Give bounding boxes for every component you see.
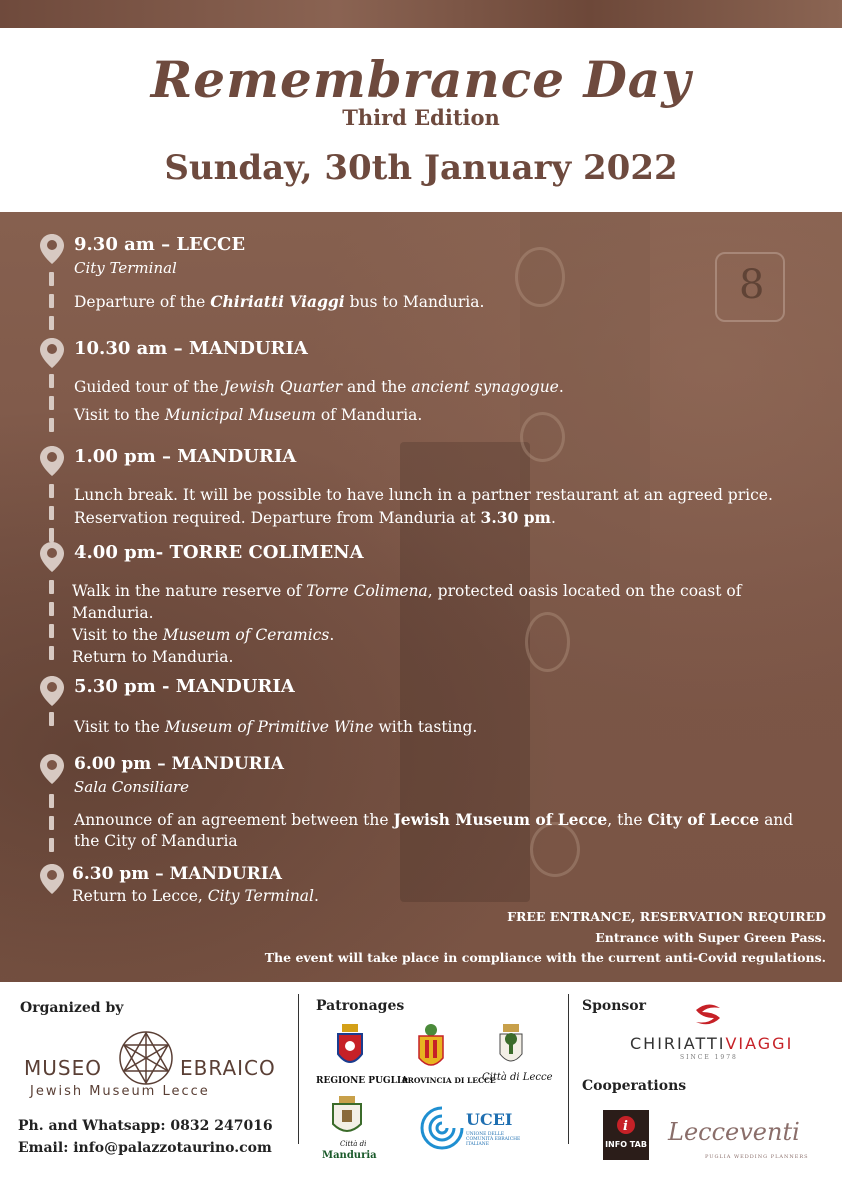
notice-green-pass: Entrance with Super Green Pass. <box>595 930 826 945</box>
header <box>0 28 842 212</box>
patron-ucei: UCEI <box>466 1110 513 1129</box>
timeline-dash <box>49 712 54 726</box>
museum-logo-right: EBRAICO <box>180 1056 276 1080</box>
contact-phone: Ph. and Whatsapp: 0832 247016 <box>18 1118 273 1134</box>
timeline-dash <box>49 506 54 520</box>
svg-text:i: i <box>623 1119 628 1134</box>
patron-regione-puglia: REGIONE PUGLIA <box>316 1076 409 1086</box>
sponsor-since: SINCE 1978 <box>680 1054 738 1061</box>
patron-citta-di: Città di <box>340 1140 367 1148</box>
event-description: Return to Lecce, City Terminal. <box>72 887 319 905</box>
event-time: 10.30 am – MANDURIA <box>74 338 308 359</box>
event-description: Guided tour of the Jewish Quarter and the ancient synagogue. <box>74 378 564 396</box>
timeline-dash <box>49 580 54 594</box>
event-time: 5.30 pm - MANDURIA <box>74 676 295 697</box>
event-time: 4.00 pm- TORRE COLIMENA <box>74 542 364 563</box>
event-time: 1.00 pm – MANDURIA <box>74 446 297 467</box>
timeline-dash <box>49 272 54 286</box>
event-description: the City of Manduria <box>74 832 238 850</box>
top-decorative-strip <box>0 0 842 28</box>
stone-rosette <box>525 612 570 672</box>
info-icon <box>616 1114 636 1136</box>
notice-free-entrance: FREE ENTRANCE, RESERVATION REQUIRED <box>507 909 826 924</box>
timeline-dash <box>49 646 54 660</box>
event-description: Reservation required. Departure from Manduria at 3.30 pm. <box>74 508 556 527</box>
footer-divider <box>568 994 569 1144</box>
event-description: Walk in the nature reserve of Torre Colimena, protected oasis located on the coast of <box>72 582 742 600</box>
page-title: Remembrance Day <box>150 50 692 109</box>
event-location: Sala Consiliare <box>74 778 189 796</box>
citta-manduria-crest-icon <box>330 1096 364 1138</box>
cooperation-lecceventi-subtitle: PUGLIA WEDDING PLANNERS <box>705 1154 809 1160</box>
location-pin-icon <box>40 676 64 706</box>
stone-rosette <box>515 247 565 307</box>
stone-rosette <box>530 822 580 877</box>
event-time: 6.00 pm – MANDURIA <box>74 754 284 774</box>
cooperations-label: Cooperations <box>582 1078 687 1094</box>
timeline-dash <box>49 396 54 410</box>
timeline-dash <box>49 294 54 308</box>
timeline-dash <box>49 528 54 542</box>
stone-rosette <box>520 412 565 462</box>
museum-star-logo-icon <box>118 1030 174 1086</box>
patron-manduria: Manduria <box>322 1150 377 1161</box>
event-description: Visit to the Museum of Primitive Wine with tasting. <box>74 718 478 736</box>
event-description: Return to Manduria. <box>72 648 234 666</box>
patron-citta-lecce: Città di Lecce <box>482 1072 553 1083</box>
house-number: 8 <box>739 262 765 308</box>
regione-puglia-crest-icon <box>336 1024 364 1070</box>
location-pin-icon <box>40 864 64 894</box>
info-tab-logo <box>603 1110 649 1160</box>
event-time: 9.30 am – LECCE <box>74 234 246 255</box>
event-description: Lunch break. It will be possible to have lunch in a partner restaurant at an agreed price. <box>74 486 773 504</box>
location-pin-icon <box>40 338 64 368</box>
ucei-logo-icon <box>418 1104 466 1152</box>
footer <box>0 982 842 1191</box>
program-section <box>0 212 842 982</box>
timeline-dash <box>49 838 54 852</box>
timeline-dash <box>49 624 54 638</box>
timeline-dash <box>49 816 54 830</box>
sponsor-name: CHIRIATTIVIAGGI <box>630 1034 794 1053</box>
event-description: Announce of an agreement between the Jewish Museum of Lecce, the City of Lecce and <box>74 810 794 829</box>
info-tab-label: INFO TAB <box>605 1140 647 1149</box>
patronages-label: Patronages <box>316 998 405 1014</box>
timeline-dash <box>49 418 54 432</box>
edition-subtitle: Third Edition <box>342 105 500 130</box>
timeline-dash <box>49 316 54 330</box>
event-description: Departure of the Chiriatti Viaggi bus to Manduria. <box>74 292 485 311</box>
location-pin-icon <box>40 542 64 572</box>
contact-email: Email: info@palazzotaurino.com <box>18 1140 272 1156</box>
location-pin-icon <box>40 754 64 784</box>
museum-logo-left: MUSEO <box>24 1056 102 1080</box>
event-time: 6.30 pm – MANDURIA <box>72 864 282 884</box>
provincia-lecce-crest-icon <box>416 1024 446 1072</box>
chiriatti-viaggi-logo-icon <box>690 1000 726 1030</box>
notice-covid: The event will take place in compliance with the current anti-Covid regulations. <box>264 950 826 965</box>
timeline-dash <box>49 484 54 498</box>
timeline-dash <box>49 374 54 388</box>
citta-lecce-crest-icon <box>498 1024 524 1068</box>
sponsor-label: Sponsor <box>582 998 647 1014</box>
event-date: Sunday, 30th January 2022 <box>164 148 678 188</box>
event-description: Manduria. <box>72 604 154 622</box>
organized-by-label: Organized by <box>20 1000 124 1016</box>
location-pin-icon <box>40 234 64 264</box>
patron-provincia-lecce: PROVINCIA DI LECCE <box>402 1076 496 1085</box>
event-location: City Terminal <box>74 259 177 277</box>
timeline-dash <box>49 602 54 616</box>
patron-ucei-subtitle: UNIONE DELLE COMUNITÀ EBRAICHE ITALIANE <box>466 1132 521 1147</box>
museum-logo-subtitle: Jewish Museum Lecce <box>30 1084 210 1099</box>
timeline-dash <box>49 794 54 808</box>
event-description: Visit to the Municipal Museum of Manduria. <box>74 406 423 424</box>
location-pin-icon <box>40 446 64 476</box>
footer-divider <box>298 994 299 1144</box>
house-number-plaque <box>715 252 785 322</box>
event-description: Visit to the Museum of Ceramics. <box>72 626 335 644</box>
cooperation-lecceventi: Lecceventi <box>668 1118 800 1146</box>
